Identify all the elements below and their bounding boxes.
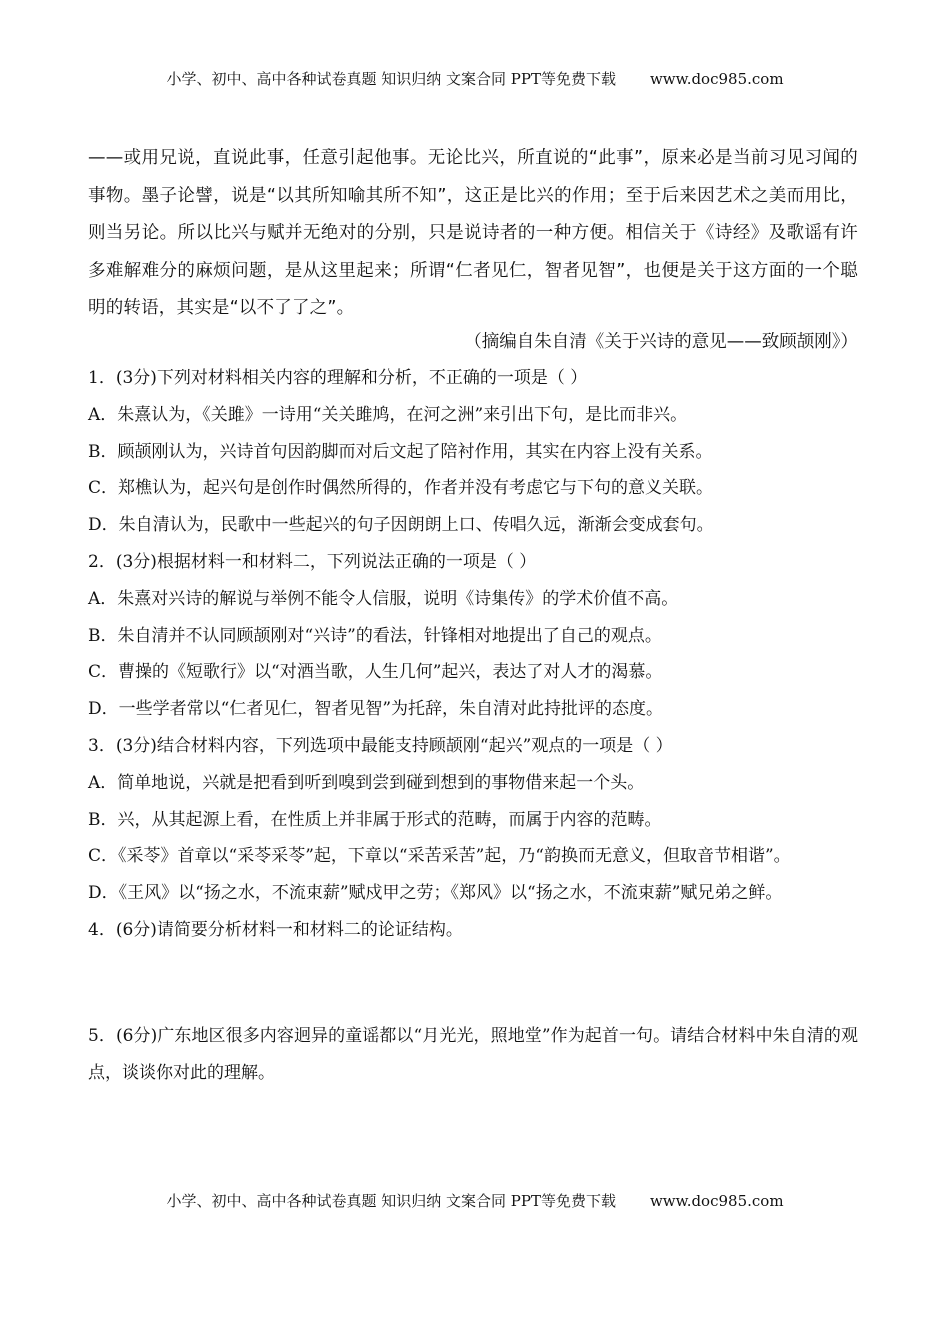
footer-site-link[interactable]: www.doc985.com bbox=[649, 1192, 784, 1210]
question-2 bbox=[88, 544, 858, 728]
option-d: D．朱自清认为，民歌中一些起兴的句子因朗朗上口、传唱久远，渐渐会变成套句。 bbox=[88, 515, 714, 536]
passage-citation: （摘编自朱自清《关于兴诗的意见——致顾颉刚》） bbox=[464, 332, 858, 352]
question-list bbox=[88, 360, 858, 1091]
question-stem: 3．(3分)结合材料内容，下列选项中最能支持顾颉刚“起兴”观点的一项是（ ） bbox=[88, 735, 673, 756]
option-c: C．《采苓》首章以“采苓采苓”起，下章以“采苦采苦”起，乃“韵换而无意义，但取音节相谐”。 bbox=[88, 846, 791, 867]
passage-paragraph: ——或用兄说，直说此事，任意引起他事。无论比兴，所直说的“此事”，原来必是当前习见习闻的事物。墨子论譬，说是“以其所知喻其所不知”，这正是比兴的作用；至于后来因艺术之美而用比，则当另论。所以比兴与赋并无绝对的分别，只是说诗者的一种方便。相信关于《诗经》及歌谣有许多难解难分的麻烦问题，是从这里起来；所谓“仁者见仁，智者见智”，也便是关于这方面的一个聪明的转语，其实是“以不了了之”。 bbox=[88, 148, 858, 318]
question-4 bbox=[88, 912, 858, 949]
option-b: B．顾颉刚认为，兴诗首句因韵脚而对后文起了陪衬作用，其实在内容上没有关系。 bbox=[88, 441, 713, 462]
option-d: D．一些学者常以“仁者见仁，智者见智”为托辞，朱自清对此持批评的态度。 bbox=[88, 699, 664, 720]
option-a: A．朱熹对兴诗的解说与举例不能令人信服，说明《诗集传》的学术价值不高。 bbox=[88, 588, 679, 609]
option-c: C．郑樵认为，起兴句是创作时偶然所得的，作者并没有考虑它与下句的意义关联。 bbox=[88, 478, 714, 499]
question-stem: 1．(3分)下列对材料相关内容的理解和分析，不正确的一项是（ ） bbox=[88, 368, 588, 388]
option-a: A．简单地说，兴就是把看到听到嗅到尝到碰到想到的事物借来起一个头。 bbox=[88, 772, 645, 793]
answer-space[interactable] bbox=[88, 949, 858, 1018]
page-header bbox=[0, 68, 950, 89]
option-b: B．兴，从其起源上看，在性质上并非属于形式的范畴，而属于内容的范畴。 bbox=[88, 809, 662, 830]
question-stem: 2．(3分)根据材料一和材料二，下列说法正确的一项是（ ） bbox=[88, 551, 537, 572]
footer-text: 小学、初中、高中各种试卷真题 知识归纳 文案合同 PPT等免费下载 bbox=[166, 1192, 616, 1210]
option-b: B．朱自清并不认同顾颉刚对“兴诗”的看法，针锋相对地提出了自己的观点。 bbox=[88, 625, 662, 646]
passage bbox=[88, 140, 858, 328]
header-site-link[interactable]: www.doc985.com bbox=[649, 70, 784, 88]
question-stem: 4．(6分)请简要分析材料一和材料二的论证结构。 bbox=[88, 919, 463, 940]
page-footer bbox=[0, 1190, 950, 1211]
question-1 bbox=[88, 360, 858, 544]
header-text: 小学、初中、高中各种试卷真题 知识归纳 文案合同 PPT等免费下载 bbox=[166, 70, 616, 88]
option-c: C．曹操的《短歌行》以“对酒当歌，人生几何”起兴，表达了对人才的渴慕。 bbox=[88, 662, 663, 683]
question-5 bbox=[88, 1018, 858, 1092]
option-a: A．朱熹认为，《关雎》一诗用“关关雎鸠，在河之洲”来引出下句，是比而非兴。 bbox=[88, 404, 688, 425]
option-d: D．《王风》以“扬之水，不流束薪”赋戍甲之劳；《郑风》以“扬之水，不流束薪”赋兄弟之鲜。 bbox=[88, 883, 783, 904]
question-stem: 5．(6分)广东地区很多内容迥异的童谣都以“月光光，照地堂”作为起首一句。请结合材料中朱自清的观点，谈谈你对此的理解。 bbox=[88, 1025, 858, 1083]
question-3 bbox=[88, 728, 858, 912]
